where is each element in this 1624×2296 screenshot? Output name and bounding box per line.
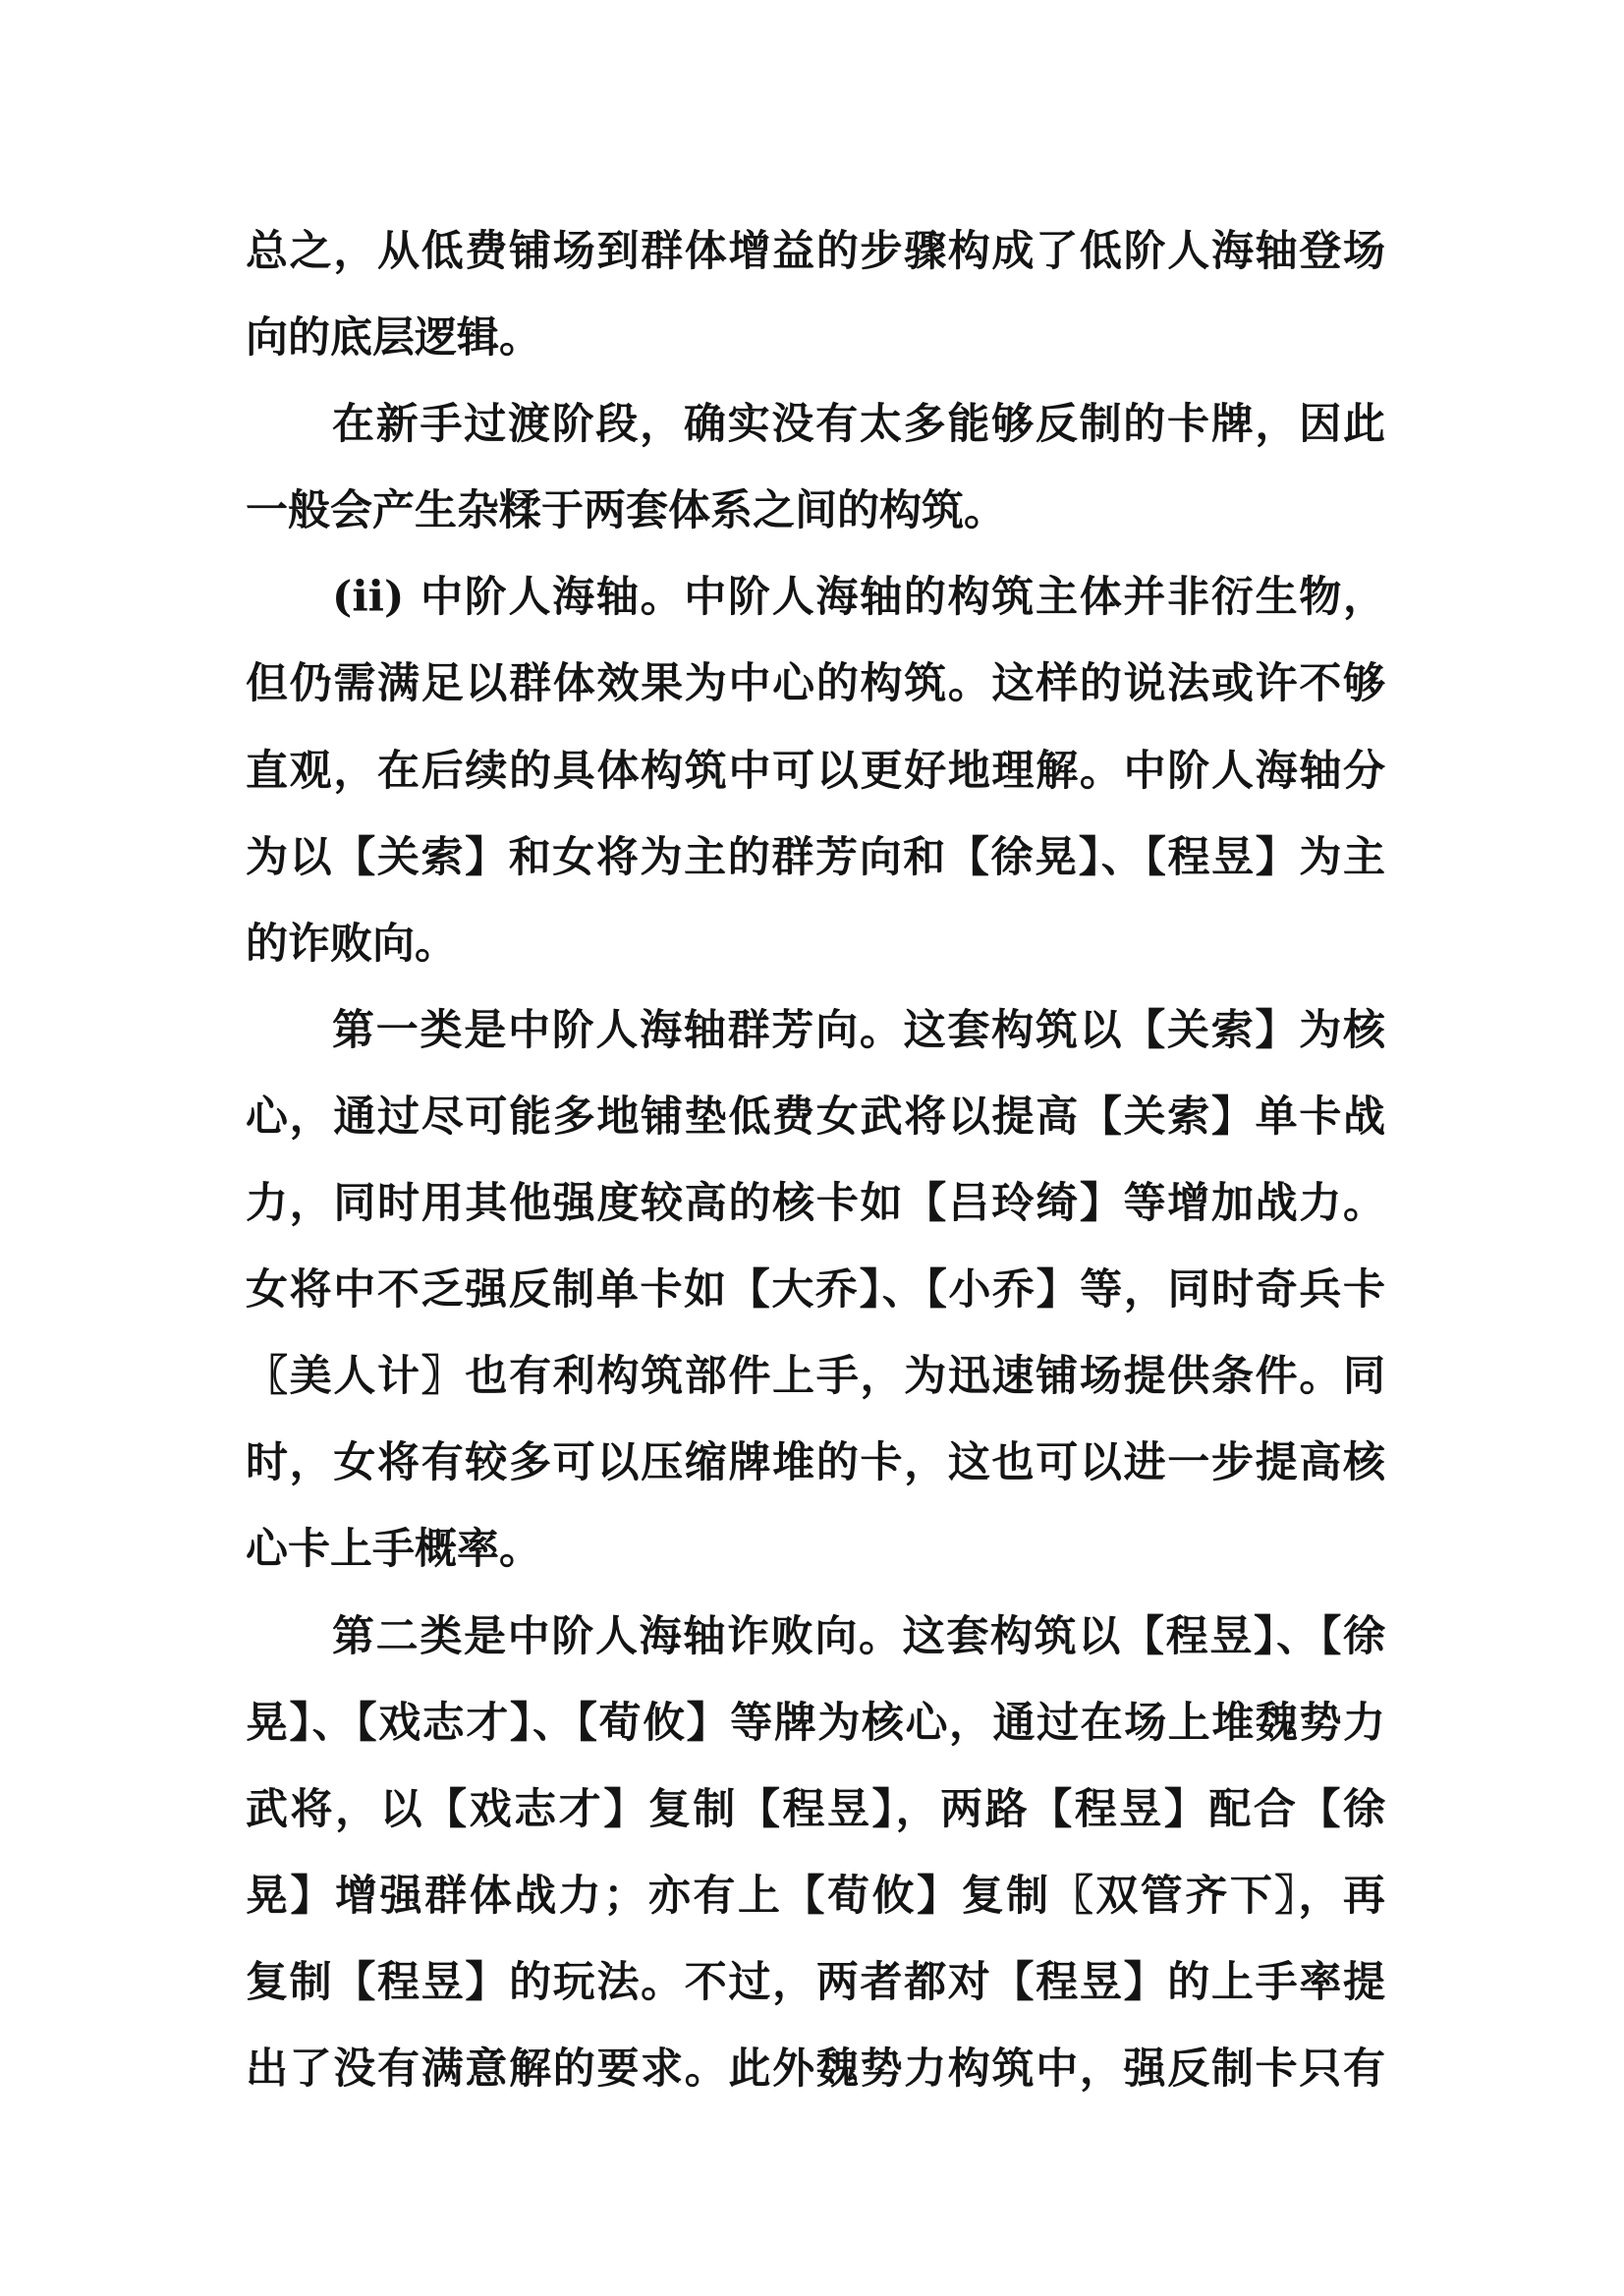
text-line: 心卡上手概率。 bbox=[246, 1525, 541, 1575]
text-line: 的诈败向。 bbox=[246, 919, 457, 969]
text-line: 在新手过渡阶段，确实没有太多能够反制的卡牌，因此 bbox=[332, 400, 1385, 450]
text-line: 第二类是中阶人海轴诈败向。这套构筑以【程昱】、【徐 bbox=[332, 1611, 1385, 1661]
text-line: 但仍需满足以群体效果为中心的构筑。这样的说法或许不够 bbox=[246, 659, 1385, 709]
text-line: 武将，以【戏志才】复制【程昱】，两路【程昱】配合【徐 bbox=[246, 1784, 1385, 1834]
document-page bbox=[246, 208, 1385, 2112]
text-line: 第一类是中阶人海轴群芳向。这套构筑以【关索】为核 bbox=[332, 1005, 1385, 1055]
text-line: 女将中不乏强反制单卡如【大乔】、【小乔】等，同时奇兵卡 bbox=[246, 1265, 1385, 1316]
text-line: 复制【程昱】的玩法。不过，两者都对【程昱】的上手率提 bbox=[246, 1957, 1385, 2007]
text-line: 〖美人计〗也有利构筑部件上手，为迅速铺场提供条件。同 bbox=[246, 1352, 1385, 1402]
text-line: 心，通过尽可能多地铺垫低费女武将以提高【关索】单卡战 bbox=[246, 1092, 1385, 1142]
text-line: 时，女将有较多可以压缩牌堆的卡，这也可以进一步提高核 bbox=[246, 1438, 1385, 1488]
text-line: (ii) 中阶人海轴。中阶人海轴的构筑主体并非衍生物， bbox=[332, 573, 1385, 623]
text-line: 总之，从低费铺场到群体增益的步骤构成了低阶人海轴登场 bbox=[246, 227, 1385, 276]
text-line: 一般会产生杂糅于两套体系之间的构筑。 bbox=[246, 486, 1006, 536]
text-line: 晃】增强群体战力；亦有上【荀攸】复制〖双管齐下〗，再 bbox=[246, 1871, 1385, 1921]
text-line: 向的底层逻辑。 bbox=[246, 313, 541, 364]
text-line: 力，同时用其他强度较高的核卡如【吕玲绮】等增加战力。 bbox=[246, 1179, 1385, 1229]
text-line: 晃】、【戏志才】、【荀攸】等牌为核心，通过在场上堆魏势力 bbox=[246, 1698, 1385, 1748]
text-line: 为以【关索】和女将为主的群芳向和【徐晃】、【程昱】为主 bbox=[246, 832, 1385, 882]
text-line: 出了没有满意解的要求。此外魏势力构筑中，强反制卡只有 bbox=[246, 2044, 1385, 2094]
text-line: 直观，在后续的具体构筑中可以更好地理解。中阶人海轴分 bbox=[246, 746, 1385, 796]
